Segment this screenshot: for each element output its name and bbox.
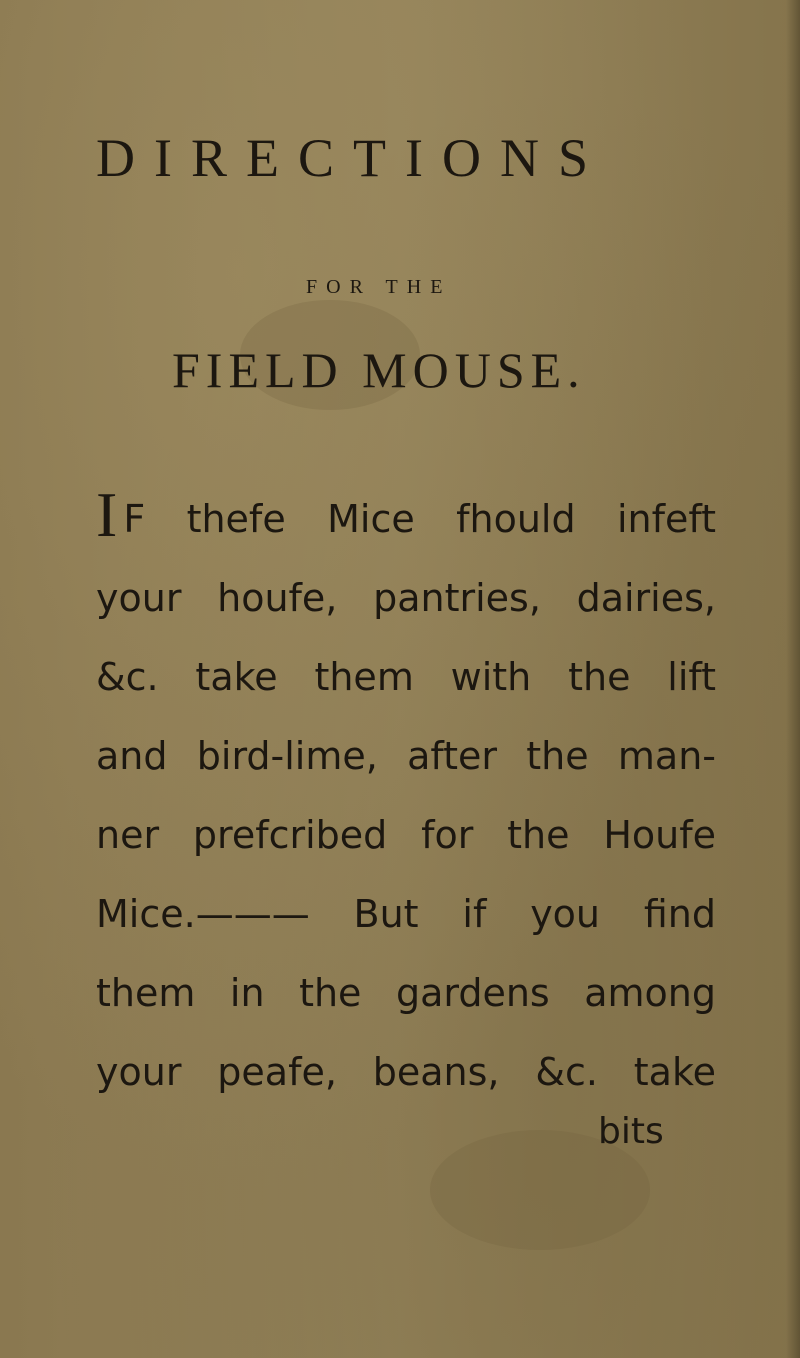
text-line (96, 480, 716, 559)
text-line: your houfe, pantries, dairies, (96, 576, 716, 620)
section-heading: FIELD MOUSE. (172, 342, 586, 398)
text-line-content: F thefe Mice fhould infeft (123, 497, 716, 541)
catchword: bits (598, 1111, 664, 1152)
page-subtitle: FOR THE (306, 276, 452, 298)
page-edge-shadow (786, 0, 800, 1358)
text-line: your peafe, beans, &c. take (96, 1050, 716, 1094)
text-line: them in the gardens among (96, 971, 716, 1015)
text-line: Mice.——— But if you find (96, 892, 716, 936)
text-line: &c. take them with the lift (96, 655, 716, 699)
page-title: DIRECTIONS (96, 128, 607, 188)
body-paragraph (96, 480, 716, 1112)
text-line: ner prefcribed for the Houfe (96, 813, 716, 857)
text-line: and bird-lime, after the man- (96, 734, 716, 778)
drop-cap: I (96, 479, 118, 550)
